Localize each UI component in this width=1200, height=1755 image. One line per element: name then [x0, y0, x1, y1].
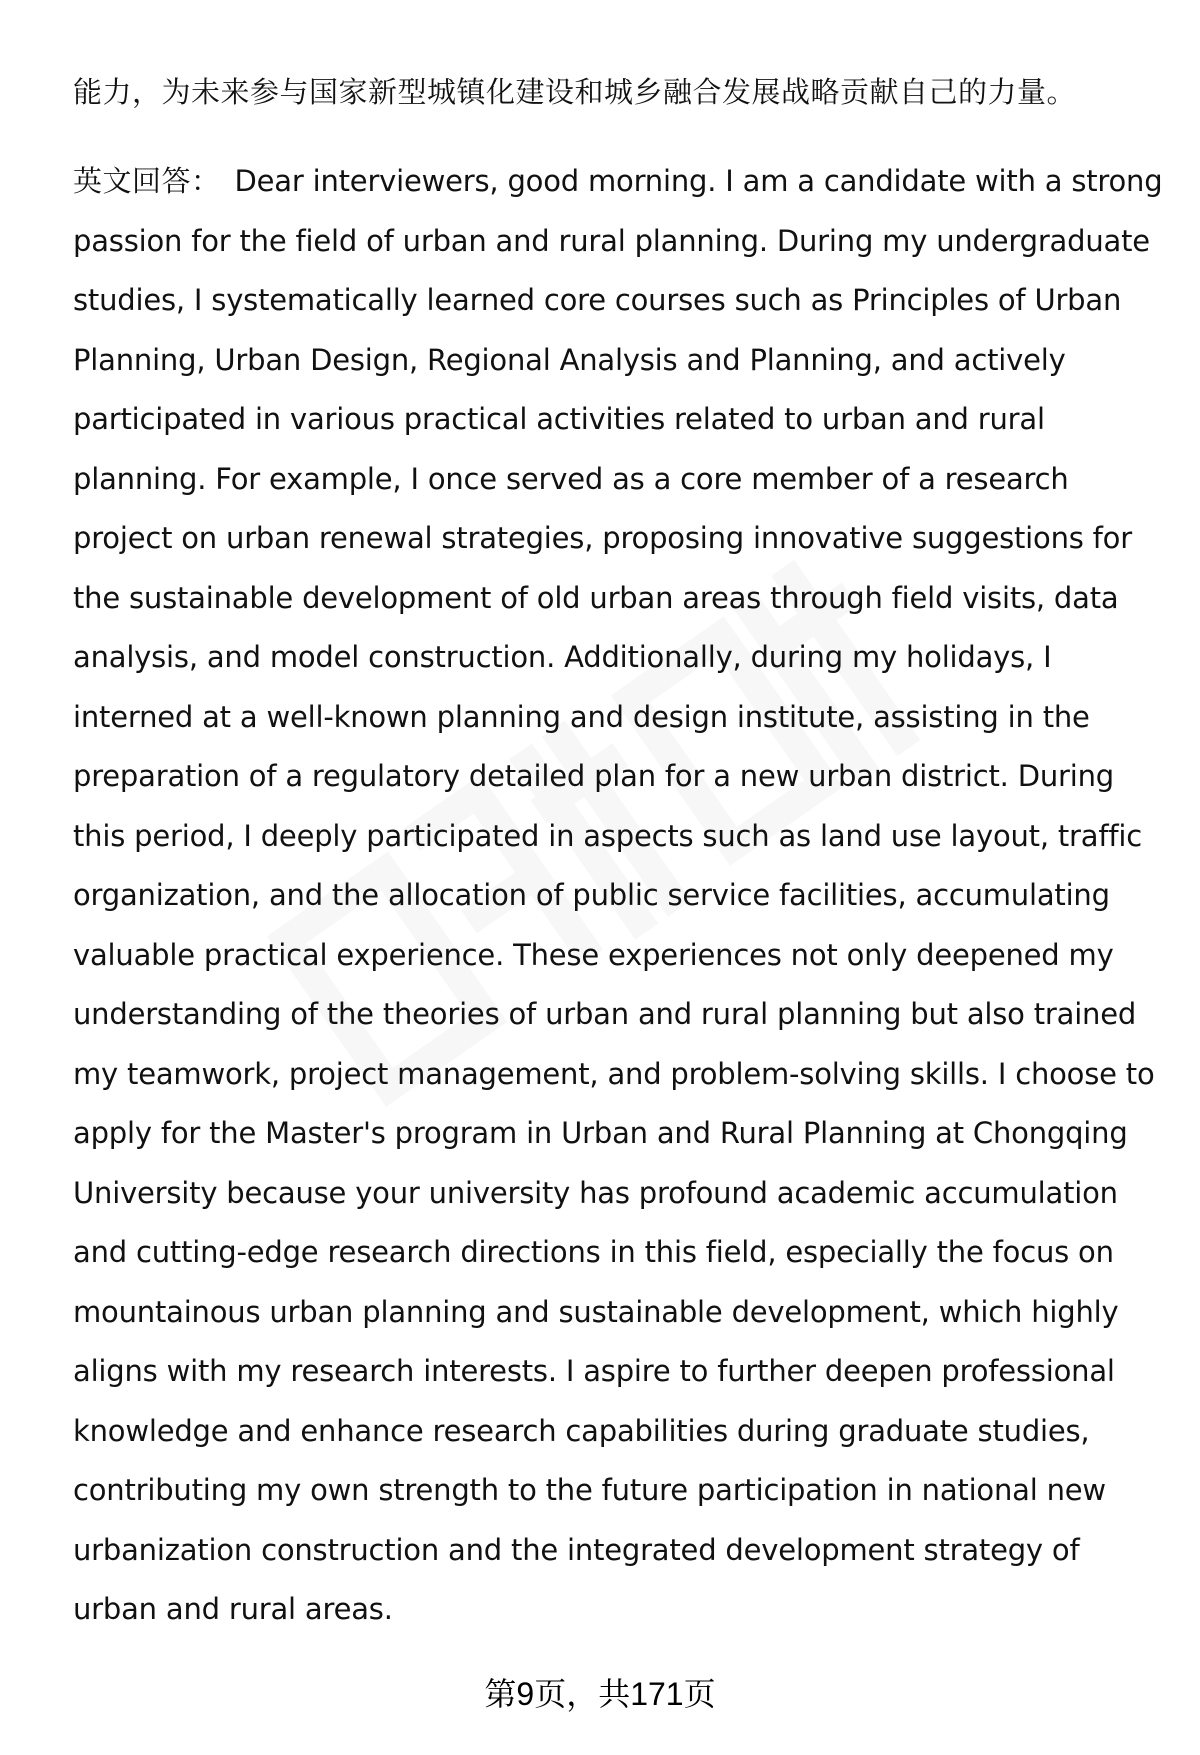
answer-line: aligns with my research interests. I aspire to further deepen professional — [73, 1354, 1115, 1388]
answer-line: my teamwork, project management, and problem-solving skills. I choose to — [73, 1057, 1155, 1091]
answer-line: Planning, Urban Design, Regional Analysis and Planning, and actively — [73, 343, 1066, 377]
answer-line: preparation of a regulatory detailed plan for a new urban district. During — [73, 759, 1114, 793]
page-number-footer: 第9页，共171页 — [484, 1676, 716, 1712]
answer-line: mountainous urban planning and sustainable development, which highly — [73, 1295, 1119, 1329]
answer-line: urban and rural areas. — [73, 1592, 393, 1626]
answer-line: urbanization construction and the integrated development strategy of — [73, 1533, 1080, 1567]
answer-line: planning. For example, I once served as a core member of a research — [73, 462, 1069, 496]
answer-line: project on urban renewal strategies, proposing innovative suggestions for — [73, 521, 1132, 555]
answer-line: participated in various practical activities related to urban and rural — [73, 402, 1045, 436]
answer-line: University because your university has profound academic accumulation — [73, 1176, 1118, 1210]
continuation-text-line: 能力，为未来参与国家新型城镇化建设和城乡融合发展战略贡献自己的力量。 — [73, 75, 1077, 109]
answer-line: and cutting-edge research directions in this field, especially the focus on — [73, 1235, 1114, 1269]
answer-text: Dear interviewers, good morning. I am a candidate with a strong — [234, 164, 1163, 198]
answer-line: understanding of the theories of urban and rural planning but also trained — [73, 997, 1137, 1031]
answer-line: analysis, and model construction. Additionally, during my holidays, I — [73, 640, 1052, 674]
answer-line: contributing my own strength to the future participation in national new — [73, 1473, 1106, 1507]
answer-line: organization, and the allocation of public service facilities, accumulating — [73, 878, 1110, 912]
answer-line-1 — [73, 161, 1162, 201]
answer-line: apply for the Master's program in Urban and Rural Planning at Chongqing — [73, 1116, 1128, 1150]
answer-line: valuable practical experience. These experiences not only deepened my — [73, 938, 1114, 972]
answer-line: interned at a well-known planning and design institute, assisting in the — [73, 700, 1090, 734]
answer-label: 英文回答： — [73, 164, 221, 198]
answer-line: knowledge and enhance research capabilities during graduate studies, — [73, 1414, 1090, 1448]
answer-line: the sustainable development of old urban areas through field visits, data — [73, 581, 1119, 615]
answer-line: passion for the field of urban and rural planning. During my undergraduate — [73, 224, 1150, 258]
answer-line: this period, I deeply participated in aspects such as land use layout, traffic — [73, 819, 1142, 853]
answer-line: studies, I systematically learned core courses such as Principles of Urban — [73, 283, 1122, 317]
